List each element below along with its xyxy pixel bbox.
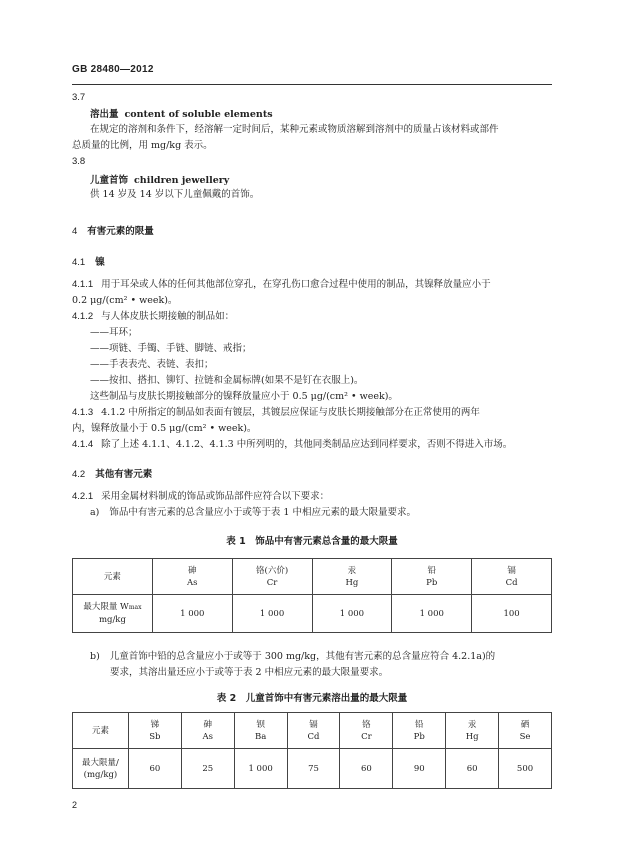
- term-zh: 儿童首饰: [90, 175, 129, 186]
- limit-unit: (mg/kg): [83, 769, 118, 780]
- table-cell: 100: [472, 595, 552, 633]
- table-header-cell: [340, 713, 393, 749]
- table-header-cell: [446, 713, 499, 749]
- table-cell: 1 000: [312, 595, 392, 633]
- table-2: [72, 712, 552, 789]
- table-cell: 1 000: [234, 749, 287, 789]
- term-zh: 溶出量: [90, 109, 119, 120]
- list-item: ——按扣、搭扣、铆钉、拉链和金属标牌(如果不是钉在衣服上)。: [90, 375, 364, 386]
- element-symbol: Cd: [307, 731, 320, 742]
- clause-number: 4.1.2: [72, 311, 94, 322]
- page-number: 2: [72, 800, 78, 810]
- element-symbol: Pb: [426, 577, 438, 588]
- table-header-cell: [312, 559, 392, 595]
- clause-line: [72, 438, 512, 451]
- element-name: 汞: [467, 719, 477, 730]
- clause-line: 这些制品与皮肤长期接触部分的镍释放量应小于 0.5 μg/(cm² • week)。: [90, 391, 398, 402]
- element-symbol: As: [187, 577, 198, 588]
- element-name: 砷: [203, 719, 212, 730]
- clause-number: 4.1.4: [72, 439, 94, 450]
- element-name: 铅: [427, 565, 436, 576]
- subsection-heading: [72, 254, 105, 268]
- table-row-header: [73, 595, 153, 633]
- section-number: 4: [72, 226, 78, 237]
- section-title: 有害元素的限量: [87, 226, 154, 237]
- element-name: 铅: [414, 719, 424, 730]
- table-row: [73, 713, 552, 749]
- list-item: ——手表表壳、表链、表扣；: [90, 359, 214, 370]
- list-item-a: [90, 506, 416, 519]
- table-header-cell: [392, 559, 472, 595]
- clause-number: 4.1.3: [72, 407, 94, 418]
- term-number: 3.7: [72, 92, 86, 103]
- header-rule: [72, 84, 552, 85]
- table-cell: 60: [340, 749, 393, 789]
- element-symbol: Sb: [149, 731, 161, 742]
- table-header-cell: [472, 559, 552, 595]
- limit-label: 最大限量 W: [83, 602, 129, 612]
- table-row-header: [73, 749, 129, 789]
- clause-text: 4.1.2 中所指定的制品如表面有镀层，其镀层应保证与皮肤长期接触部分在正常使用的两年: [101, 407, 480, 418]
- table-header-cell: [499, 713, 552, 749]
- table-header-cell: [287, 713, 340, 749]
- clause-line: 内，镍释放量小于 0.5 μg/(cm² • week)。: [72, 423, 257, 434]
- subsection-title: 镍: [95, 257, 105, 268]
- term-definition-line: 在规定的溶剂和条件下，经溶解一定时间后，某种元素或物质溶解到溶剂中的质量占该材料或部件: [90, 124, 499, 135]
- element-name: 铬(六价): [256, 565, 289, 576]
- element-symbol: Pb: [413, 731, 425, 742]
- element-symbol: Se: [519, 731, 531, 742]
- table-cell: 1 000: [392, 595, 472, 633]
- element-name: 镉: [507, 565, 516, 576]
- table-cell: 500: [499, 749, 552, 789]
- item-text: 儿童首饰中铅的总含量应小于或等于 300 mg/kg，其他有害元素的总含量应符合 4.2.1a)的: [109, 651, 496, 662]
- term-number: 3.8: [72, 156, 86, 167]
- element-name: 硒: [520, 719, 530, 730]
- subsection-heading: [72, 466, 152, 480]
- table-row: [73, 749, 552, 789]
- term-heading: [90, 172, 229, 186]
- item-text: 饰品中有害元素的总含量应小于或等于表 1 中相应元素的最大限量要求。: [109, 507, 416, 518]
- table-1-caption: 表 1 饰品中有害元素总含量的最大限量: [226, 536, 398, 547]
- limit-unit: mg/kg: [98, 615, 126, 625]
- list-item-b-continued: 要求，其溶出量还应小于或等于表 2 中相应元素的最大限量要求。: [110, 667, 389, 678]
- table-header-cell: [393, 713, 446, 749]
- element-name: 汞: [347, 565, 357, 576]
- limit-label: 最大限量/: [82, 757, 119, 768]
- table-cell: 1 000: [232, 595, 312, 633]
- table-row-header: 元素: [73, 713, 129, 749]
- table-header-cell: [181, 713, 234, 749]
- table-cell: 60: [128, 749, 181, 789]
- table-row: [73, 559, 552, 595]
- clause-text: 除了上述 4.1.1、4.1.2、4.1.3 中所列明的，其他同类制品应达到同样要求，否则不得进入市场。: [101, 439, 513, 450]
- table-row: [73, 595, 552, 633]
- clause-line: [72, 310, 234, 323]
- subsection-number: 4.2: [72, 469, 86, 480]
- clause-text: 与人体皮肤长期接触的制品如：: [101, 311, 235, 322]
- element-symbol: Hg: [465, 731, 479, 742]
- element-symbol: Ba: [254, 731, 267, 742]
- table-header-cell: [152, 559, 232, 595]
- element-symbol: Hg: [345, 577, 359, 588]
- table-1: [72, 558, 552, 633]
- element-symbol: As: [202, 731, 213, 742]
- list-item-b: [90, 650, 495, 663]
- subsection-number: 4.1: [72, 257, 86, 268]
- table-2-caption: 表 2 儿童首饰中有害元素溶出量的最大限量: [216, 693, 408, 704]
- list-item: ——项链、手镯、手链、脚链、戒指；: [90, 343, 252, 354]
- section-heading: [72, 223, 154, 237]
- table-header-cell: [232, 559, 312, 595]
- clause-number: 4.1.1: [72, 279, 94, 290]
- element-symbol: Cr: [266, 577, 278, 588]
- clause-line: [72, 406, 480, 419]
- clause-line: [72, 278, 491, 291]
- element-symbol: Cd: [505, 577, 518, 588]
- subsection-title: 其他有害元素: [95, 469, 153, 480]
- element-name: 锑: [150, 719, 160, 730]
- item-mark: b): [90, 651, 100, 662]
- element-symbol: Cr: [361, 731, 372, 742]
- element-name: 钡: [256, 719, 265, 730]
- term-en: children jewellery: [134, 175, 230, 186]
- term-en: content of soluble elements: [124, 109, 273, 120]
- table-cell: 60: [446, 749, 499, 789]
- table-header-cell: [128, 713, 181, 749]
- table-cell: 75: [287, 749, 340, 789]
- clause-text: 采用金属材料制成的饰品或饰品部件应符合以下要求：: [101, 491, 330, 502]
- element-name: 镉: [309, 719, 318, 730]
- table-cell: 25: [181, 749, 234, 789]
- clause-number: 4.2.1: [72, 491, 94, 502]
- clause-line: [72, 490, 329, 503]
- table-cell: 90: [393, 749, 446, 789]
- element-name: 砷: [188, 565, 197, 576]
- limit-subscript: max: [128, 604, 142, 611]
- term-definition-line: 总质量的比例，用 mg/kg 表示。: [72, 140, 213, 151]
- term-definition-line: 供 14 岁及 14 岁以下儿童佩戴的首饰。: [90, 189, 260, 200]
- item-mark: a): [90, 507, 100, 518]
- standard-number: GB 28480—2012: [72, 64, 154, 75]
- table-row-header: 元素: [73, 559, 153, 595]
- clause-text: 用于耳朵或人体的任何其他部位穿孔，在穿孔伤口愈合过程中使用的制品，其镍释放量应小于: [101, 279, 491, 290]
- table-cell: 1 000: [152, 595, 232, 633]
- table-header-cell: [234, 713, 287, 749]
- term-heading: [90, 106, 273, 120]
- clause-line: 0.2 μg/(cm² • week)。: [72, 295, 178, 306]
- list-item: ——耳环；: [90, 327, 138, 338]
- element-name: 铬: [362, 719, 371, 730]
